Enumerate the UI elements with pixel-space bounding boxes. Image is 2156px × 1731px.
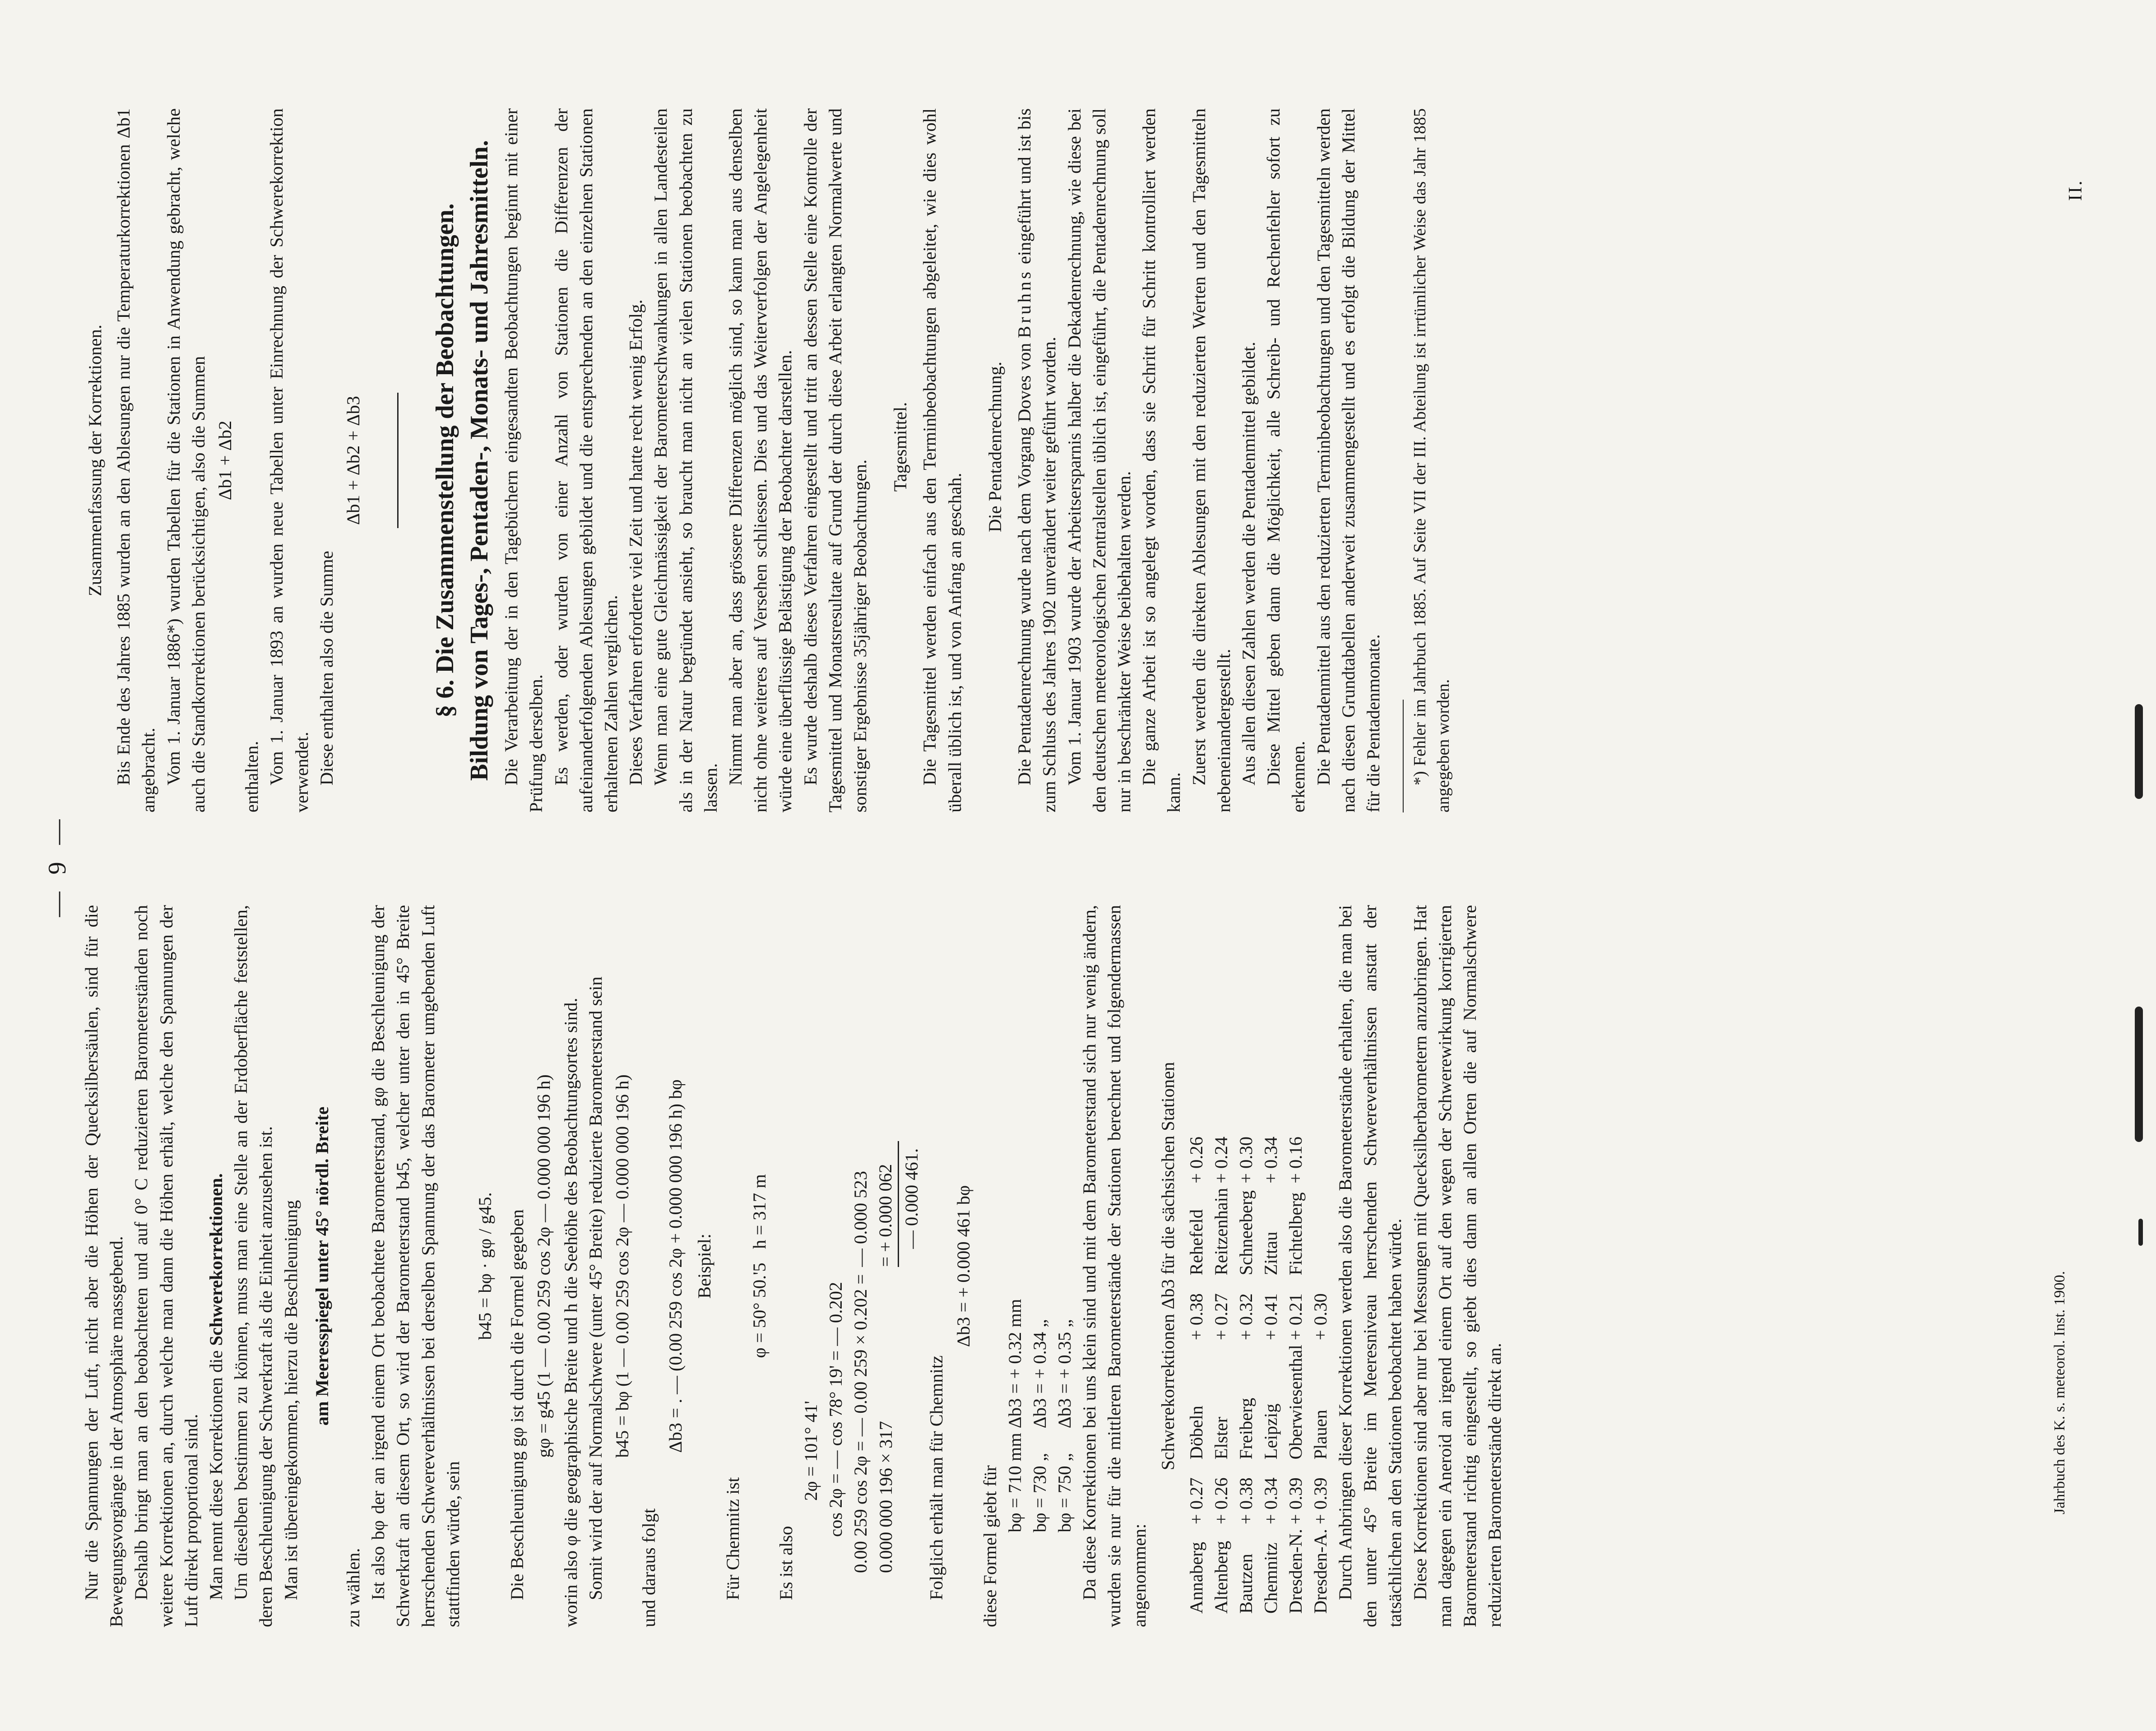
paragraph: Folglich erhält man für Chemnitz bbox=[926, 1355, 947, 1600]
text: Man nennt diese Korrektionen die bbox=[206, 1346, 227, 1600]
page-number-header: — 9 — bbox=[43, 814, 71, 917]
example-lhs: bφ = 710 mm bbox=[1005, 1433, 1025, 1532]
station-name: Annaberg bbox=[1186, 1542, 1206, 1614]
example-row bbox=[1052, 1295, 1077, 1532]
section-subtitle: Zusammenfassung der Korrektionen. bbox=[85, 325, 105, 596]
paragraph: Es ist also bbox=[776, 1526, 797, 1600]
paragraph: worin also φ die geographische Breite und h die Seehöhe des Beobachtungsortes sind. bbox=[560, 998, 581, 1627]
publication-signature: Jahrbuch des K. s. meteorol. Inst. 1900. bbox=[2051, 1271, 2068, 1514]
calc-cell: — 0.000 523 bbox=[850, 1171, 871, 1267]
right-column bbox=[79, 108, 1455, 812]
calc-cell bbox=[798, 1141, 823, 1267]
footnote-rule bbox=[1403, 700, 1404, 812]
station-name: Dresden-N. bbox=[1285, 1529, 1306, 1614]
station-value: + 0.30 bbox=[1235, 1137, 1256, 1183]
station-name: Dresden-A. bbox=[1310, 1529, 1331, 1614]
station-name: Bautzen bbox=[1235, 1554, 1256, 1614]
station-name: Zittau bbox=[1260, 1231, 1281, 1276]
example-lhs: bφ = 750 „ bbox=[1054, 1453, 1075, 1532]
station-name bbox=[1308, 1183, 1333, 1275]
paragraph: Nimmt man aber an, dass grössere Differenzen möglich sind, so kann man aus denselben nicht ohne weiteres auf Versehen schliessen. Dies und das Weiterverfolgen der Angelegenheit würde eine überflüssige Belästigung der Beobachter darstellen. bbox=[725, 108, 796, 812]
paragraph: Nur die Spannungen der Luft, nicht aber die Höhen der Quecksilbersäulen, sind für die Bewegungsvorgänge in der Atmosphäre massgebend. bbox=[81, 905, 127, 1627]
station-name: Freiberg bbox=[1235, 1397, 1256, 1460]
calc-cell: 0.000 000 196 × 317 bbox=[876, 1421, 896, 1573]
text: eingeführt und ist bis zum Schluss des Jahres 1902 unverändert weiter geführt worden. bbox=[1014, 108, 1060, 812]
formula: Δb1 + Δb2 bbox=[215, 420, 236, 501]
example-rhs: Δb3 = + 0.35 „ bbox=[1054, 1319, 1075, 1429]
example-rhs: Δb3 = + 0.32 mm bbox=[1005, 1299, 1025, 1429]
calc-cell bbox=[899, 1267, 924, 1573]
paragraph: Da diese Korrektionen bei uns klein sind und mit dem Barometerstand sich nur wenig ändern, wurden sie nur für die mittleren Barometerstände der Stationen berechnet und folgendermassen angenommen: bbox=[1079, 905, 1150, 1627]
station-name: Plauen bbox=[1310, 1410, 1331, 1460]
station-name: Schneeberg bbox=[1235, 1190, 1256, 1276]
calc-cell bbox=[823, 1141, 848, 1267]
paragraph: Die ganze Arbeit ist so angelegt worden, dass sie Schritt für Schritt kontrolliert werden kann. bbox=[1139, 108, 1184, 812]
calc-cell: cos 2φ = — cos 78° 19' = — 0.202 bbox=[825, 1281, 846, 1537]
station-name: Oberwiesenthal bbox=[1285, 1345, 1306, 1460]
calc-cell: 2φ = 101° 41' bbox=[801, 1401, 821, 1501]
calc-row bbox=[848, 1141, 873, 1573]
paragraph: Ist also bφ der an irgend einem Ort beobachtete Barometerstand, gφ die Beschleunigung der Schwerkraft an diesem Ort, so wird der Barometerstand b45, welcher unter den in 45° Breite herrschenden Schwereverhältnissen bei derselben Spannung der das Barometer umgebenden Luft stattfinden würde, sein bbox=[368, 905, 463, 1627]
table-row bbox=[1233, 1132, 1258, 1614]
example-row bbox=[1027, 1295, 1052, 1532]
station-value: + 0.21 bbox=[1285, 1293, 1306, 1341]
paragraph: Die Beschleunigung gφ ist durch die Formel gegeben bbox=[507, 1209, 528, 1600]
table-row bbox=[1184, 1132, 1209, 1614]
calc-cell: = + 0.000 062 bbox=[873, 1141, 899, 1267]
example-row bbox=[1002, 1295, 1027, 1532]
paragraph: Somit wird der auf Normalschwere (unter 45° Breite) reduzierte Barometerstand sein bbox=[585, 976, 606, 1600]
station-value: + 0.16 bbox=[1285, 1137, 1306, 1183]
scan-smudge bbox=[2135, 1007, 2143, 1142]
station-name: Elster bbox=[1210, 1416, 1231, 1460]
calc-row bbox=[798, 1141, 823, 1573]
scan-smudge bbox=[2138, 1219, 2143, 1246]
table-row bbox=[1283, 1132, 1308, 1614]
station-value: + 0.24 bbox=[1210, 1137, 1231, 1183]
formula: Δb3 = . — (0.00 259 cos 2φ + 0.000 000 196 h) bφ bbox=[665, 1079, 686, 1453]
paragraph: Aus allen diesen Zahlen werden die Pentadenmittel gebildet. bbox=[1238, 342, 1259, 785]
paragraph: Bis Ende des Jahres 1885 wurden an den Ablesungen nur die Temperaturkorrektionen Δb1 angebracht. bbox=[113, 108, 159, 812]
paragraph: Es wurde deshalb dieses Verfahren eingestellt und tritt an dessen Stelle eine Kontrolle der Tagesmittel und Monatsresultate auf Grund der durch diese Arbeit erlangten Normalwerte und sonstiger Ergebnisse 35jähriger Beobachtungen. bbox=[800, 108, 871, 812]
paragraph: Vom 1. Januar 1903 wurde der Arbeitsersparnis halber die Dekadenrechnung, wie diese bei den deutschen meteorologischen Zentralstellen üblich ist, eingeführt, die Pentadenrechnung soll nur in beschränkter Weise beibehalten werden. bbox=[1064, 108, 1134, 812]
spaced-name: Bruhns bbox=[1014, 269, 1035, 339]
station-name: Leipzig bbox=[1260, 1403, 1281, 1460]
station-value: + 0.30 bbox=[1310, 1293, 1331, 1341]
table-row bbox=[1258, 1132, 1283, 1614]
station-value: + 0.41 bbox=[1260, 1293, 1281, 1341]
paragraph: Dieses Verfahren erforderte viel Zeit und hatte recht wenig Erfolg. bbox=[626, 299, 646, 785]
station-value: + 0.38 bbox=[1186, 1293, 1206, 1341]
paragraph: Durch Anbringen dieser Korrektionen werden also die Barometerstände erhalten, die man bei den unter 45° Breite im Meeresniveau herrschenden Schwereverhältnissen anstatt der tatsächlichen an den Stationen beobachtet haben würde. bbox=[1335, 905, 1405, 1627]
paragraph: Zuerst werden die direkten Ablesungen mit den reduzierten Werten und den Tagesmitteln nebeneinandergestellt. bbox=[1188, 108, 1234, 812]
table-row bbox=[1209, 1132, 1233, 1614]
paragraph: Die Pentadenmittel aus den reduzierten Terminbeobachtungen und den Tagesmitteln werden nach diesen Grundtabellen anderweit zusammengestellt und es erfolgt die Bildung der Mittel für die Pentadenmonate. bbox=[1313, 108, 1383, 812]
paragraph: Wenn man eine gute Gleichmässigkeit der Barometerschwankungen in allen Landesteilen als in der Natur begründet ansieht, so braucht man nicht an vielen Stationen beobachten zu lassen. bbox=[650, 108, 721, 812]
calculation-table bbox=[798, 1141, 924, 1573]
formula: b45 = bφ · gφ / g45. bbox=[475, 1192, 496, 1340]
station-value bbox=[1308, 1132, 1333, 1183]
station-name: Reitzenhain bbox=[1210, 1188, 1231, 1276]
station-name: Fichtelberg bbox=[1285, 1192, 1306, 1276]
station-name: Altenberg bbox=[1210, 1541, 1231, 1614]
formula: φ = 50° 50.'5 h = 317 m bbox=[749, 1174, 770, 1358]
paragraph: Diese Mittel geben dann die Möglichkeit, alle Schreib- und Rechenfehler sofort zu erkennen. bbox=[1263, 108, 1309, 812]
footnote: *) Fehler im Jahrbuch 1885. Auf Seite VII der III. Abteilung ist irrtümlicher Weise das Jahr 1885 angegeben worden. bbox=[1410, 108, 1453, 812]
emphasized-line: am Meeresspiegel unter 45° nördl. Breite bbox=[311, 1106, 332, 1426]
paragraph: Diese enthalten also die Summe bbox=[316, 551, 337, 785]
section-title: § 6. Die Zusammenstellung der Beobachtungen. bbox=[431, 203, 459, 718]
table-row bbox=[1308, 1132, 1333, 1614]
station-value: + 0.26 bbox=[1210, 1477, 1231, 1525]
paragraph: Die Tagesmittel werden einfach aus den Terminbeobachtungen abgeleitet, wie dies wohl überall üblich ist, und von Anfang an geschah. bbox=[919, 108, 965, 812]
paragraph: Man ist übereingekommen, hierzu die Beschleunigung bbox=[280, 1200, 301, 1600]
paragraph: Deshalb bringt man an den beobachteten und auf 0° C reduzierten Barometerständen noch weitere Korrektionen an, durch welche man dann die Höhen erhält, welche den Spannungen der Luft direkt proportional sind. bbox=[131, 905, 201, 1627]
paragraph: diese Formel giebt für bbox=[979, 1465, 1000, 1627]
example-rhs: Δb3 = + 0.34 „ bbox=[1029, 1319, 1050, 1429]
sheet-mark: II. bbox=[2065, 179, 2086, 201]
paragraph: Vom 1. Januar 1893 an wurden neue Tabellen unter Einrechnung der Schwerekorrektion verwendet. bbox=[266, 108, 312, 812]
paragraph: Es werden, oder wurden von einer Anzahl von Stationen die Differenzen der aufeinanderfolgenden Ablesungen gebildet und die entsprechenden an den einzelnen Stationen erhaltenen Zahlen verglichen. bbox=[551, 108, 621, 812]
paragraph: Die Verarbeitung der in den Tagebüchern eingesandten Beobachtungen beginnt mit einer Prüfung derselben. bbox=[501, 108, 547, 812]
station-corrections-table bbox=[1184, 1132, 1333, 1614]
station-name: Döbeln bbox=[1186, 1406, 1206, 1460]
bold-term: Schwerekorrektionen. bbox=[206, 1173, 227, 1346]
station-value: + 0.34 bbox=[1260, 1477, 1281, 1525]
section-title: Bildung von Tages-, Pentaden-, Monats- und Jahresmitteln. bbox=[465, 140, 494, 781]
calc-cell: 0.00 259 cos 2φ = — 0.00 259 × 0.202 = bbox=[850, 1274, 871, 1573]
station-value: + 0.38 bbox=[1235, 1477, 1256, 1525]
paragraph: Vom 1. Januar 1886*) wurden Tabellen für die Stationen in Anwendung gebracht, welche auch die Standkorrektionen berücksichtigen, also die Summen bbox=[163, 108, 209, 812]
formula: gφ = g45 (1 — 0.00 259 cos 2φ — 0.000 000 196 h) bbox=[533, 1074, 554, 1458]
station-value: + 0.39 bbox=[1310, 1477, 1331, 1525]
paragraph bbox=[204, 905, 228, 1627]
station-value: + 0.27 bbox=[1186, 1477, 1206, 1525]
example-lhs: bφ = 730 „ bbox=[1029, 1453, 1050, 1532]
left-column bbox=[79, 905, 1507, 1627]
text: Die Pentadenrechnung wurde nach dem Vorgang Doves von bbox=[1014, 338, 1035, 785]
paragraph: Diese Korrektionen sind aber nur bei Messungen mit Quecksilberbarometern anzubringen. Hat man dagegen ein Aneroid an irgend einem Ort auf den wegen der Schwerewirkung korrigierten Barometerstand richtig eingestellt, so giebt dies dann an allen Orten die auf Normalschwere reduzierten Barometerstände direkt an. bbox=[1410, 905, 1505, 1627]
calc-row bbox=[873, 1141, 899, 1573]
paragraph: Um dieselben bestimmen zu können, muss man eine Stelle an der Erdoberfläche feststellen, deren Beschleunigung der Schwerkraft als die Einheit anzusehen ist. bbox=[231, 905, 276, 1627]
table-title: Schwerekorrektionen Δb3 für die sächsischen Stationen bbox=[1157, 1062, 1178, 1471]
divider-rule bbox=[397, 393, 399, 528]
calc-row bbox=[823, 1141, 848, 1573]
station-value: + 0.26 bbox=[1186, 1137, 1206, 1183]
station-name: Chemnitz bbox=[1260, 1542, 1281, 1614]
station-value: + 0.27 bbox=[1210, 1293, 1231, 1341]
station-value: + 0.34 bbox=[1260, 1137, 1281, 1183]
formula: Δb3 = + 0.000 461 bφ bbox=[953, 1185, 974, 1347]
section-subtitle: Die Pentadenrechnung. bbox=[984, 362, 1005, 532]
calc-row bbox=[899, 1141, 924, 1573]
formula: b45 = bφ (1 — 0.00 259 cos 2φ — 0.000 000 196 h) bbox=[612, 1074, 633, 1458]
calc-result: — 0.000 461. bbox=[901, 1148, 922, 1249]
paragraph: und daraus folgt bbox=[639, 1508, 659, 1627]
station-value: + 0.32 bbox=[1235, 1293, 1256, 1341]
paragraph: enthalten. bbox=[241, 741, 262, 812]
paragraph bbox=[1012, 108, 1062, 812]
formula: Δb1 + Δb2 + Δb3 bbox=[343, 396, 364, 525]
station-name: Rehefeld bbox=[1186, 1209, 1206, 1276]
station-value: + 0.39 bbox=[1285, 1477, 1306, 1525]
paragraph: zu wählen. bbox=[343, 1548, 364, 1627]
paragraph: Für Chemnitz ist bbox=[722, 1477, 743, 1600]
example-values-table bbox=[1002, 1295, 1077, 1532]
scan-smudge bbox=[2135, 704, 2143, 799]
section-subtitle: Tagesmittel. bbox=[890, 402, 911, 492]
example-heading: Beispiel: bbox=[694, 1234, 714, 1299]
